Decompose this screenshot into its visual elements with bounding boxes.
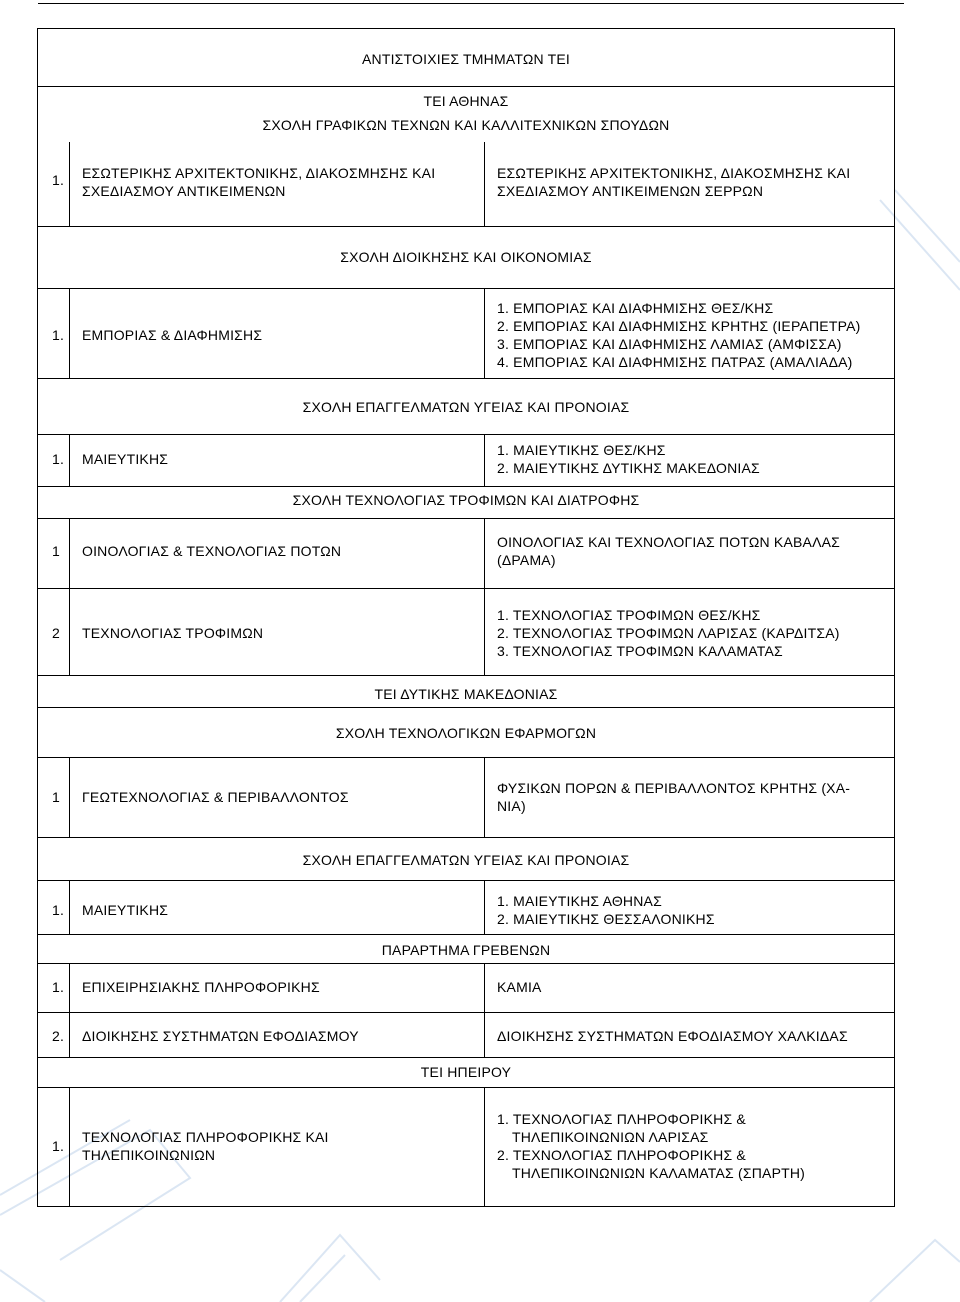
department-name: ΤΕΧΝΟΛΟΓΙΑΣ ΤΡΟΦΙΜΩΝ [82, 625, 264, 641]
annex-heading: ΠΑΡΑΡΤΗΜΑ ΓΡΕΒΕΝΩΝ [381, 942, 551, 958]
rule [37, 1012, 895, 1013]
department-name: ΕΜΠΟΡΙΑΣ & ΔΙΑΦΗΜΙΣΗΣ [82, 327, 263, 343]
school-heading: ΣΧΟΛΗ ΤΕΧΝΟΛΟΓΙΑΣ ΤΡΟΦΙΜΩΝ ΚΑΙ ΔΙΑΤΡΟΦΗΣ [292, 492, 640, 508]
rule [37, 288, 895, 289]
rule [37, 707, 895, 708]
row-number: 1. [52, 451, 65, 467]
equivalent-department: 1. ΕΜΠΟΡΙΑΣ ΚΑΙ ΔΙΑΦΗΜΙΣΗΣ ΘΕΣ/ΚΗΣ [497, 300, 774, 316]
col-rule [69, 1087, 70, 1206]
rule [37, 1087, 895, 1088]
equivalent-department: 1. ΤΕΧΝΟΛΟΓΙΑΣ ΠΛΗΡΟΦΟΡΙΚΗΣ & [497, 1111, 746, 1127]
equivalent-department: 2. ΤΕΧΝΟΛΟΓΙΑΣ ΤΡΟΦΙΜΩΝ ΛΑΡΙΣΑΣ (ΚΑΡΔΙΤΣΑ) [497, 625, 840, 641]
equivalent-department: ΦΥΣΙΚΩΝ ΠΟΡΩΝ & ΠΕΡΙΒΑΛΛΟΝΤΟΣ ΚΡΗΤΗΣ (ΧΑ- [497, 780, 851, 796]
rule [37, 757, 895, 758]
col-rule [484, 288, 485, 378]
department-name: ΣΧΕΔΙΑΣΜΟΥ ΑΝΤΙΚΕΙΜΕΝΩΝ [82, 183, 286, 199]
rule [37, 378, 895, 379]
equivalent-department: 1. ΜΑΙΕΥΤΙΚΗΣ ΘΕΣ/ΚΗΣ [497, 442, 666, 458]
equivalent-department: 3. ΤΕΧΝΟΛΟΓΙΑΣ ΤΡΟΦΙΜΩΝ ΚΑΛΑΜΑΤΑΣ [497, 643, 783, 659]
rule [37, 934, 895, 935]
equivalent-department: ΝΙΑ) [497, 798, 526, 814]
department-name: ΤΕΧΝΟΛΟΓΙΑΣ ΠΛΗΡΟΦΟΡΙΚΗΣ ΚΑΙ [82, 1129, 329, 1145]
rule [37, 226, 895, 227]
equivalent-department: 4. ΕΜΠΟΡΙΑΣ ΚΑΙ ΔΙΑΦΗΜΙΣΗΣ ΠΑΤΡΑΣ (ΑΜΑΛΙΑΔΑ) [497, 354, 853, 370]
school-heading: ΣΧΟΛΗ ΕΠΑΓΓΕΛΜΑΤΩΝ ΥΓΕΙΑΣ ΚΑΙ ΠΡΟΝΟΙΑΣ [302, 852, 630, 868]
equivalent-department: 3. ΕΜΠΟΡΙΑΣ ΚΑΙ ΔΙΑΦΗΜΙΣΗΣ ΛΑΜΙΑΣ (ΑΜΦΙΣΣΑ) [497, 336, 842, 352]
department-name: ΜΑΙΕΥΤΙΚΗΣ [82, 451, 169, 467]
department-name: ΟΙΝΟΛΟΓΙΑΣ & ΤΕΧΝΟΛΟΓΙΑΣ ΠΟΤΩΝ [82, 543, 342, 559]
equivalent-department: 2. ΜΑΙΕΥΤΙΚΗΣ ΔΥΤΙΚΗΣ ΜΑΚΕΔΟΝΙΑΣ [497, 460, 760, 476]
col-rule [484, 518, 485, 675]
department-name: ΜΑΙΕΥΤΙΚΗΣ [82, 902, 169, 918]
rule [37, 880, 895, 881]
equivalent-department: 2. ΕΜΠΟΡΙΑΣ ΚΑΙ ΔΙΑΦΗΜΙΣΗΣ ΚΡΗΤΗΣ (ΙΕΡΑΠΕΤΡΑ) [497, 318, 861, 334]
col-rule [484, 963, 485, 1057]
col-rule [484, 757, 485, 837]
school-heading: ΣΧΟΛΗ ΔΙΟΙΚΗΣΗΣ ΚΑΙ ΟΙΚΟΝΟΜΙΑΣ [340, 249, 592, 265]
col-rule [484, 880, 485, 934]
rule [37, 588, 895, 589]
school-heading: ΣΧΟΛΗ ΓΡΑΦΙΚΩΝ ΤΕΧΝΩΝ ΚΑΙ ΚΑΛΛΙΤΕΧΝΙΚΩΝ ΣΠΟΥΔΩΝ [262, 117, 670, 133]
institution-heading: ΤΕΙ ΑΘΗΝΑΣ [423, 93, 509, 109]
col-rule [69, 757, 70, 837]
equivalent-department: 2. ΤΕΧΝΟΛΟΓΙΑΣ ΠΛΗΡΟΦΟΡΙΚΗΣ & [497, 1147, 746, 1163]
col-rule [69, 434, 70, 486]
equivalent-department: (ΔΡΑΜΑ) [497, 552, 556, 568]
rule [37, 837, 895, 838]
rule [37, 28, 895, 29]
equivalent-department: 1. ΤΕΧΝΟΛΟΓΙΑΣ ΤΡΟΦΙΜΩΝ ΘΕΣ/ΚΗΣ [497, 607, 761, 623]
row-number: 1. [52, 979, 65, 995]
col-rule [69, 518, 70, 675]
institution-heading: ΤΕΙ ΗΠΕΙΡΟΥ [420, 1064, 512, 1080]
equivalent-department: ΟΙΝΟΛΟΓΙΑΣ ΚΑΙ ΤΕΧΝΟΛΟΓΙΑΣ ΠΟΤΩΝ ΚΑΒΑΛΑΣ [497, 534, 841, 550]
rule [37, 86, 895, 87]
equivalent-department: ΕΣΩΤΕΡΙΚΗΣ ΑΡΧΙΤΕΚΤΟΝΙΚΗΣ, ΔΙΑΚΟΣΜΗΣΗΣ ΚΑΙ [497, 165, 851, 181]
equivalent-department: ΤΗΛΕΠΙΚΟΙΝΩΝΙΩΝ ΚΑΛΑΜΑΤΑΣ (ΣΠΑΡΤΗ) [512, 1165, 806, 1181]
equivalent-department: 1. ΜΑΙΕΥΤΙΚΗΣ ΑΘΗΝΑΣ [497, 893, 662, 909]
school-heading: ΣΧΟΛΗ ΤΕΧΝΟΛΟΓΙΚΩΝ ΕΦΑΡΜΟΓΩΝ [335, 725, 597, 741]
row-number: 1. [52, 902, 65, 918]
rule [37, 518, 895, 519]
row-number: 2. [52, 1028, 65, 1044]
rule [37, 1057, 895, 1058]
col-rule [484, 142, 485, 226]
institution-heading: ΤΕΙ ΔΥΤΙΚΗΣ ΜΑΚΕΔΟΝΙΑΣ [374, 686, 558, 702]
department-name: ΕΠΙΧΕΙΡΗΣΙΑΚΗΣ ΠΛΗΡΟΦΟΡΙΚΗΣ [82, 979, 320, 995]
equivalent-department: ΚΑΜΙΑ [497, 979, 542, 995]
rule [37, 1206, 895, 1207]
equivalent-department: ΔΙΟΙΚΗΣΗΣ ΣΥΣΤΗΜΑΤΩΝ ΕΦΟΔΙΑΣΜΟΥ ΧΑΛΚΙΔΑΣ [497, 1028, 848, 1044]
col-rule [484, 1087, 485, 1206]
row-number: 1. [52, 327, 65, 343]
rule [37, 434, 895, 435]
school-heading: ΣΧΟΛΗ ΕΠΑΓΓΕΛΜΑΤΩΝ ΥΓΕΙΑΣ ΚΑΙ ΠΡΟΝΟΙΑΣ [302, 399, 630, 415]
department-name: ΤΗΛΕΠΙΚΟΙΝΩΝΙΩΝ [82, 1147, 216, 1163]
equivalent-department: ΤΗΛΕΠΙΚΟΙΝΩΝΙΩΝ ΛΑΡΙΣΑΣ [512, 1129, 709, 1145]
department-name: ΕΣΩΤΕΡΙΚΗΣ ΑΡΧΙΤΕΚΤΟΝΙΚΗΣ, ΔΙΑΚΟΣΜΗΣΗΣ ΚΑΙ [82, 165, 436, 181]
page-title: ΑΝΤΙΣΤΟΙΧΙΕΣ ΤΜΗΜΑΤΩΝ ΤΕΙ [361, 51, 571, 67]
department-name: ΓΕΩΤΕΧΝΟΛΟΓΙΑΣ & ΠΕΡΙΒΑΛΛΟΝΤΟΣ [82, 789, 349, 805]
rule [37, 963, 895, 964]
col-rule [69, 880, 70, 934]
col-rule [69, 963, 70, 1057]
col-rule [484, 434, 485, 486]
row-number: 1. [52, 172, 65, 188]
rule [37, 675, 895, 676]
row-number: 1 [52, 543, 60, 559]
department-name: ΔΙΟΙΚΗΣΗΣ ΣΥΣΤΗΜΑΤΩΝ ΕΦΟΔΙΑΣΜΟΥ [82, 1028, 359, 1044]
equivalent-department: 2. ΜΑΙΕΥΤΙΚΗΣ ΘΕΣΣΑΛΟΝΙΚΗΣ [497, 911, 715, 927]
row-number: 1 [52, 789, 60, 805]
row-number: 2 [52, 625, 60, 641]
equivalent-department: ΣΧΕΔΙΑΣΜΟΥ ΑΝΤΙΚΕΙΜΕΝΩΝ ΣΕΡΡΩΝ [497, 183, 764, 199]
row-number: 1. [52, 1138, 65, 1154]
col-rule [69, 142, 70, 226]
top-rule [38, 3, 904, 4]
col-rule [69, 288, 70, 378]
rule [37, 486, 895, 487]
